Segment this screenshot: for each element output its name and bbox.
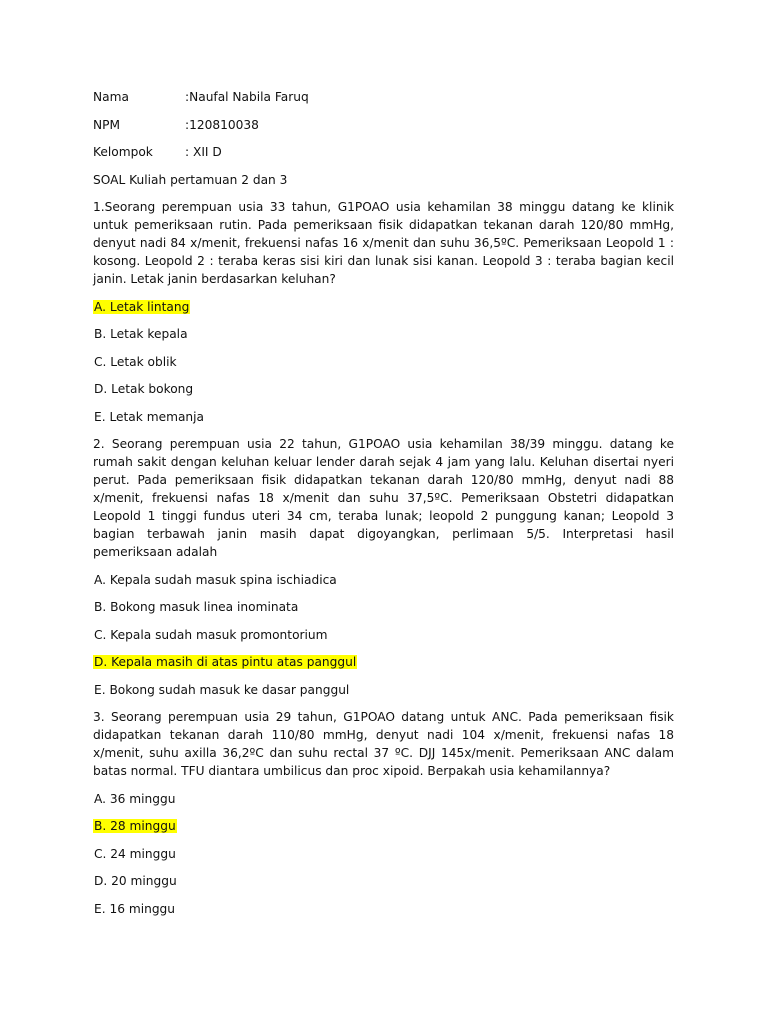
option-label: D. Letak bokong [94, 382, 194, 396]
question-3-option-b [93, 817, 674, 835]
npm-value: :120810038 [185, 117, 259, 132]
option-label: B. Letak kepala [94, 327, 188, 341]
option-label: C. Kepala sudah masuk promontorium [94, 627, 328, 642]
question-2-option-b [93, 598, 674, 616]
option-label: A. Kepala sudah masuk spina ischiadica [94, 572, 337, 587]
nama-value: :Naufal Nabila Faruq [185, 90, 309, 104]
question-1-option-b [93, 325, 674, 343]
option-label: B. 28 minggu [94, 819, 176, 833]
option-label: D. Kepala masih di atas pintu atas panggul [94, 655, 357, 669]
kelompok-value: : XII D [185, 145, 222, 159]
option-label: C. 24 minggu [94, 846, 176, 861]
question-1-option-d [93, 380, 674, 398]
question-3-option-c [93, 845, 674, 863]
question-3-option-d [93, 872, 674, 890]
question-2-option-d [93, 653, 674, 671]
question-2-text: 2. Seorang perempuan usia 22 tahun, G1POAO usia kehamilan 38/39 minggu. datang ke rumah sakit dengan keluhan keluar lender darah sejak 4 jam yang lalu. Keluhan disertai nyeri perut. Pada pemeriksaan fisik didapatkan tekanan darah 120/80 mmHg, denyut nadi 88 x/menit, frekuensi nafas 18 x/menit dan suhu 37,5ºC. Pemeriksaan Obstetri didapatkan Leopold 1 tinggi fundus uteri 34 cm, teraba lunak; leopold 2 punggung kanan; Leopold 3 bagian terbawah janin masih dapat digoyangkan, perlimaan 5/5. Interpretasi hasil pemeriksaan adalah [93, 437, 674, 559]
option-label: E. 16 minggu [94, 901, 176, 916]
option-label: E. Letak memanja [94, 409, 204, 424]
question-3-text: 3. Seorang perempuan usia 29 tahun, G1POAO datang untuk ANC. Pada pemeriksaan fisik didapatkan tekanan darah 110/80 mmHg, denyut nadi 104 x/menit, frekuensi nafas 18 x/menit, suhu axilla 36,2ºC dan suhu rectal 37 ºC. DJJ 145x/menit. Pemeriksaan ANC dalam batas normal. TFU diantara umbilicus dan proc xipoid. Berpakah usia kehamilannya? [93, 710, 674, 778]
question-2-option-e [93, 681, 674, 699]
question-2-option-a [93, 571, 674, 589]
option-label: A. 36 minggu [94, 791, 176, 806]
option-label: A. Letak lintang [94, 299, 190, 314]
option-label: C. Letak oblik [94, 354, 177, 369]
question-3-option-a [93, 790, 674, 808]
question-1-option-c [93, 353, 674, 371]
npm-label: NPM [93, 117, 120, 132]
document-title: SOAL Kuliah pertamuan 2 dan 3 [93, 172, 288, 187]
kelompok-row [93, 143, 674, 161]
option-label: E. Bokong sudah masuk ke dasar panggul [94, 682, 350, 697]
kelompok-label: Kelompok [93, 145, 153, 159]
question-3-option-e [93, 900, 674, 918]
option-label: B. Bokong masuk linea inominata [94, 600, 299, 614]
nama-row [93, 88, 674, 106]
question-2-option-c [93, 626, 674, 644]
nama-label: Nama [93, 90, 129, 104]
question-1-option-a [93, 298, 674, 316]
npm-row [93, 116, 674, 134]
question-1-option-e [93, 408, 674, 426]
question-1-text: 1.Seorang perempuan usia 33 tahun, G1POAO usia kehamilan 38 minggu datang ke klinik untuk pemeriksaan rutin. Pada pemeriksaan fisik didapatkan tekanan darah 120/80 mmHg, denyut nadi 84 x/menit, frekuensi nafas 16 x/menit dan suhu 36,5ºC. Pemeriksaan Leopold 1 : kosong. Leopold 2 : teraba keras sisi kiri dan lunak sisi kanan. Leopold 3 : teraba bagian kecil janin. Letak janin berdasarkan keluhan? [93, 200, 674, 286]
option-label: D. 20 minggu [94, 874, 177, 888]
